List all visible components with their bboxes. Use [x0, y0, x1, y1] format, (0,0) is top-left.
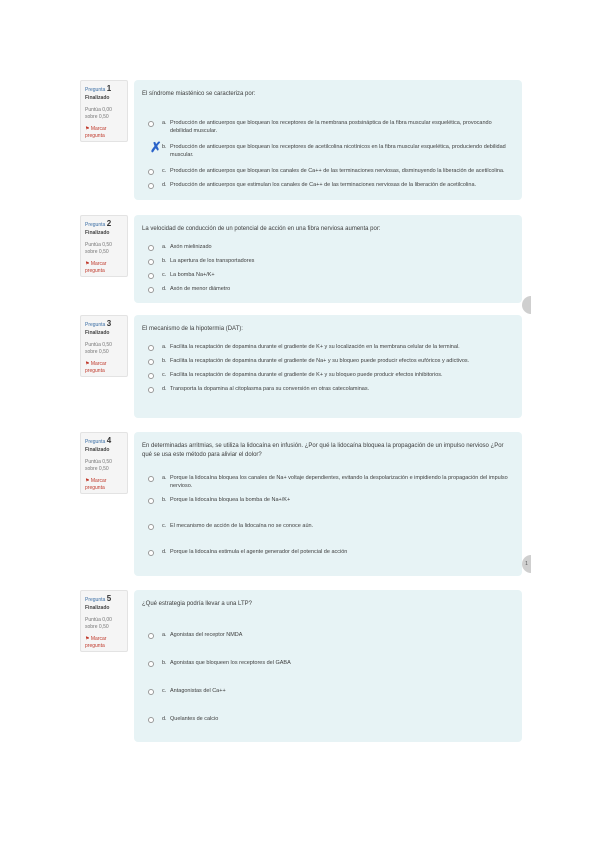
- question-number: Pregunta 1: [85, 84, 112, 93]
- option-text: Producción de anticuerpos que bloquean los receptores de acetilcolina nicotínicos en la fibra muscular esquelética, produciendo debilidad muscular.: [170, 144, 506, 158]
- answer-option-d[interactable]: d. Transporta la dopamina al citoplasma para su conversión en otras catecolaminas.: [142, 385, 514, 393]
- question-grade: Puntúa 0,00 sobre 0,50: [85, 107, 112, 120]
- question-info-5: [80, 590, 128, 652]
- question-grade: Puntúa 0,50 sobre 0,50: [85, 459, 112, 472]
- answer-option-d[interactable]: d. Axón de menor diámetro: [142, 285, 514, 293]
- radio-button[interactable]: [148, 273, 154, 279]
- answer-option-d[interactable]: d. Quelantes de calcio: [142, 715, 514, 723]
- radio-button[interactable]: [148, 259, 154, 265]
- flag-icon: ⚑: [85, 126, 90, 132]
- question-grade: Puntúa 0,00 sobre 0,50: [85, 617, 112, 630]
- answer-option-b[interactable]: b. La apertura de los transportadores: [142, 257, 514, 265]
- option-text: Facilita la recaptación de dopamina durante el gradiente de K+ y su localización en la membrana celular de la terminal.: [170, 344, 460, 350]
- answer-option-a[interactable]: a. Agonistas del receptor NMDA: [142, 631, 514, 639]
- radio-button[interactable]: [148, 169, 154, 175]
- answer-option-c[interactable]: c. Facilita la recaptación de dopamina durante el gradiente de K+ y su bloqueo puede producir efectos inhibitorios.: [142, 371, 514, 379]
- question-box-4: [134, 432, 522, 576]
- flag-question-link[interactable]: ⚑ Marcar pregunta: [85, 261, 107, 274]
- side-scroll-button[interactable]: [522, 296, 531, 314]
- option-text: Quelantes de calcio: [170, 716, 219, 722]
- option-text: Transporta la dopamina al citoplasma para su conversión en otras catecolaminas.: [170, 386, 370, 392]
- question-grade: Puntúa 0,50 sobre 0,50: [85, 342, 112, 355]
- option-text: Porque la lidocaína bloquea los canales de Na+ voltaje dependientes, evitando la despolarización e impidiendo la propagación del impulso nervioso.: [170, 475, 508, 489]
- question-number: Pregunta 2: [85, 219, 112, 228]
- question-number: Pregunta 3: [85, 319, 112, 328]
- flag-question-link[interactable]: ⚑ Marcar pregunta: [85, 636, 107, 649]
- answer-option-b[interactable]: b. Agonistas que bloqueen los receptores del GABA: [142, 659, 514, 667]
- question-grade: Puntúa 0,50 sobre 0,50: [85, 242, 112, 255]
- question-info-3: [80, 315, 128, 377]
- answer-option-d[interactable]: d. Producción de anticuerpos que estimulan los canales de Ca++ de las terminaciones nerviosas de la liberación de acetilcolina.: [142, 181, 514, 189]
- radio-button[interactable]: [148, 717, 154, 723]
- radio-button[interactable]: [148, 287, 154, 293]
- radio-button[interactable]: [148, 359, 154, 365]
- answer-option-a[interactable]: a. Producción de anticuerpos que bloquean los receptores de la membrana postsináptica de la fibra muscular esquelética, provocando debilidad muscular.: [142, 119, 514, 135]
- option-text: Facilita la recaptación de dopamina durante el gradiente de Na+ y su bloqueo puede producir efectos eufóricos y adictivos.: [170, 358, 470, 364]
- question-number: Pregunta 4: [85, 436, 112, 445]
- option-text: Producción de anticuerpos que bloquean los canales de Ca++ de las terminaciones nerviosas, disminuyendo la liberación de acetilcolina.: [170, 168, 505, 174]
- question-box-5: [134, 590, 522, 742]
- option-text: Producción de anticuerpos que bloquean los receptores de la membrana postsináptica de la fibra muscular esquelética, provocando debilidad muscular.: [170, 120, 492, 134]
- flag-icon: ⚑: [85, 636, 90, 642]
- question-text: El mecanismo de la hipotermia (DAT):: [142, 326, 243, 332]
- answer-option-a[interactable]: a. Porque la lidocaína bloquea los canales de Na+ voltaje dependientes, evitando la despolarización e impidiendo la propagación del impulso nervioso.: [142, 474, 514, 490]
- option-text: Porque la lidocaína bloquea la bomba de Na+/K+: [170, 497, 291, 503]
- option-text: El mecanismo de acción de la lidocaína no se conoce aún.: [170, 523, 314, 529]
- radio-button[interactable]: [148, 689, 154, 695]
- option-text: Facilita la recaptación de dopamina durante el gradiente de K+ y su bloqueo puede producir efectos inhibitorios.: [170, 372, 443, 378]
- radio-button[interactable]: [148, 661, 154, 667]
- flag-icon: ⚑: [85, 261, 90, 267]
- radio-button[interactable]: [148, 387, 154, 393]
- question-info-2: [80, 215, 128, 277]
- flag-icon: ⚑: [85, 361, 90, 367]
- option-text: La apertura de los transportadores: [170, 258, 255, 264]
- question-info-1: [80, 80, 128, 142]
- radio-button[interactable]: [148, 476, 154, 482]
- question-box-2: [134, 215, 522, 303]
- answer-option-c[interactable]: c. La bomba Na+/K+: [142, 271, 514, 279]
- question-state: Finalizado: [85, 447, 110, 453]
- side-scroll-button[interactable]: 1: [522, 555, 531, 573]
- flag-question-link[interactable]: ⚑ Marcar pregunta: [85, 361, 107, 374]
- radio-button[interactable]: [148, 245, 154, 251]
- option-text: Axón mielinizado: [170, 244, 212, 250]
- option-text: Antagonistas del Ca++: [170, 688, 226, 694]
- incorrect-x-icon: ✗: [150, 139, 162, 155]
- question-text: La velocidad de conducción de un potencial de acción en una fibra nerviosa aumenta por:: [142, 226, 381, 232]
- radio-button[interactable]: [148, 633, 154, 639]
- radio-button[interactable]: [148, 183, 154, 189]
- option-text: Agonistas que bloqueen los receptores del GABA: [170, 660, 291, 666]
- radio-button[interactable]: [148, 345, 154, 351]
- answer-option-d[interactable]: d. Porque la lidocaína estimula el agente generador del potencial de acción: [142, 548, 514, 556]
- option-text: Producción de anticuerpos que estimulan los canales de Ca++ de las terminaciones nerviosas de la liberación de acetilcolina.: [170, 182, 477, 188]
- flag-question-link[interactable]: ⚑ Marcar pregunta: [85, 126, 107, 139]
- answer-option-c[interactable]: c. Antagonistas del Ca++: [142, 687, 514, 695]
- answer-option-c[interactable]: c. El mecanismo de acción de la lidocaína no se conoce aún.: [142, 522, 514, 530]
- radio-button[interactable]: [148, 121, 154, 127]
- answer-option-a[interactable]: a. Axón mielinizado: [142, 243, 514, 251]
- option-text: Axón de menor diámetro: [170, 286, 231, 292]
- answer-option-b[interactable]: ✗ b. Producción de anticuerpos que bloquean los receptores de acetilcolina nicotínicos en la fibra muscular esquelética, produciendo debilidad muscular.: [142, 143, 514, 159]
- question-box-1: [134, 80, 522, 200]
- radio-button[interactable]: [148, 524, 154, 530]
- answer-option-b[interactable]: b. Facilita la recaptación de dopamina durante el gradiente de Na+ y su bloqueo puede producir efectos eufóricos y adictivos.: [142, 357, 514, 365]
- option-text: Porque la lidocaína estimula el agente generador del potencial de acción: [170, 549, 348, 555]
- question-text: En determinadas arritmias, se utiliza la lidocaína en infusión. ¿Por qué la lidocaína bloquea la propagación de un impulso nervioso ¿Por qué se usa este método para aliviar el dolor?: [142, 443, 504, 458]
- option-text: La bomba Na+/K+: [170, 272, 215, 278]
- question-state: Finalizado: [85, 230, 110, 236]
- question-text: El síndrome miasténico se caracteriza por:: [142, 91, 256, 97]
- question-state: Finalizado: [85, 605, 110, 611]
- question-box-3: [134, 315, 522, 418]
- flag-icon: ⚑: [85, 478, 90, 484]
- radio-button[interactable]: [148, 498, 154, 504]
- question-info-4: [80, 432, 128, 494]
- flag-question-link[interactable]: ⚑ Marcar pregunta: [85, 478, 107, 491]
- radio-button[interactable]: [148, 550, 154, 556]
- question-state: Finalizado: [85, 330, 110, 336]
- answer-option-c[interactable]: c. Producción de anticuerpos que bloquean los canales de Ca++ de las terminaciones nerviosas, disminuyendo la liberación de acetilcolina.: [142, 167, 514, 175]
- question-text: ¿Qué estrategia podría llevar a una LTP?: [142, 601, 252, 607]
- option-text: Agonistas del receptor NMDA: [170, 632, 243, 638]
- answer-option-a[interactable]: a. Facilita la recaptación de dopamina durante el gradiente de K+ y su localización en la membrana celular de la terminal.: [142, 343, 514, 351]
- question-state: Finalizado: [85, 95, 110, 101]
- question-number: Pregunta 5: [85, 594, 112, 603]
- radio-button[interactable]: [148, 373, 154, 379]
- answer-option-b[interactable]: b. Porque la lidocaína bloquea la bomba de Na+/K+: [142, 496, 514, 504]
